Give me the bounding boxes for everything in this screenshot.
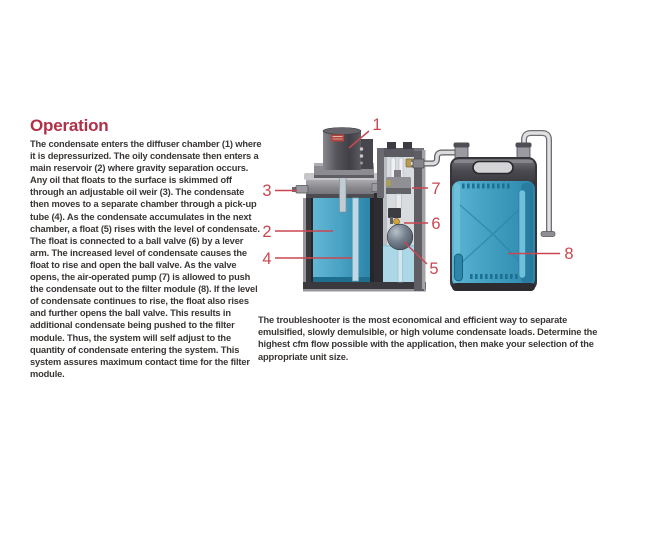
- separator-system-diagram: [255, 105, 605, 320]
- diffuser-label: [331, 135, 344, 142]
- filter-module: [450, 133, 555, 291]
- callout-8: 8: [564, 245, 574, 263]
- troubleshooter-caption: The troubleshooter is the most economical and efficient way to separate emulsified, slowly demulsible, or high volume condensate loads. Determine the highest cfm flow possible with the application, then make your selection of the appropriate unit size.: [258, 315, 598, 362]
- pickup-tube: [353, 198, 359, 281]
- diffuser-drop-tube: [340, 176, 347, 212]
- divider-wall: [374, 193, 383, 282]
- callout-3: 3: [262, 182, 272, 200]
- callout-1: 1: [372, 116, 382, 134]
- module-bottom-edge: [452, 283, 535, 291]
- callout-6: 6: [431, 215, 441, 233]
- chamber-tube: [398, 248, 403, 282]
- chamber-right-wall: [414, 148, 426, 291]
- module-handle: [473, 162, 513, 174]
- callout-7: 7: [431, 180, 441, 198]
- callout-5: 5: [429, 260, 439, 278]
- operation-title: Operation: [30, 116, 109, 135]
- oil-weir-fitting: [292, 186, 308, 194]
- module-sight-slot: [455, 254, 463, 281]
- module-inner-tube: [519, 190, 526, 278]
- callout-2: 2: [262, 223, 272, 241]
- operation-body-text: The condensate enters the diffuser chamber (1) where it is depressurized. The oily condensate then enters a main reservoir (2) where gravity separation occurs. Any oil that floats to the surface is skimmed off through an adjustable oil weir (3). The condensate then moves to a separate chamber through a pick-up tube (4). As the condensate accumulates in the next chamber, a float (5) rises with the level of condensate. The float is connected to a ball valve (6) by a lever arm. The increased level of condensate causes the float to rise and open the ball valve. As the valve opens, the air-operated pump (7) is allowed to push the condensate out to the filter module (8). If the level of condensate continues to rise, the float also rises and further opens the ball valve. This results in additional condensate being pushed to the filter module. Thus, the system will self adjust to the quantity of condensate entering the system. This system assures maximum contact time for the filter module.: [30, 139, 262, 379]
- callout-4: 4: [262, 250, 272, 268]
